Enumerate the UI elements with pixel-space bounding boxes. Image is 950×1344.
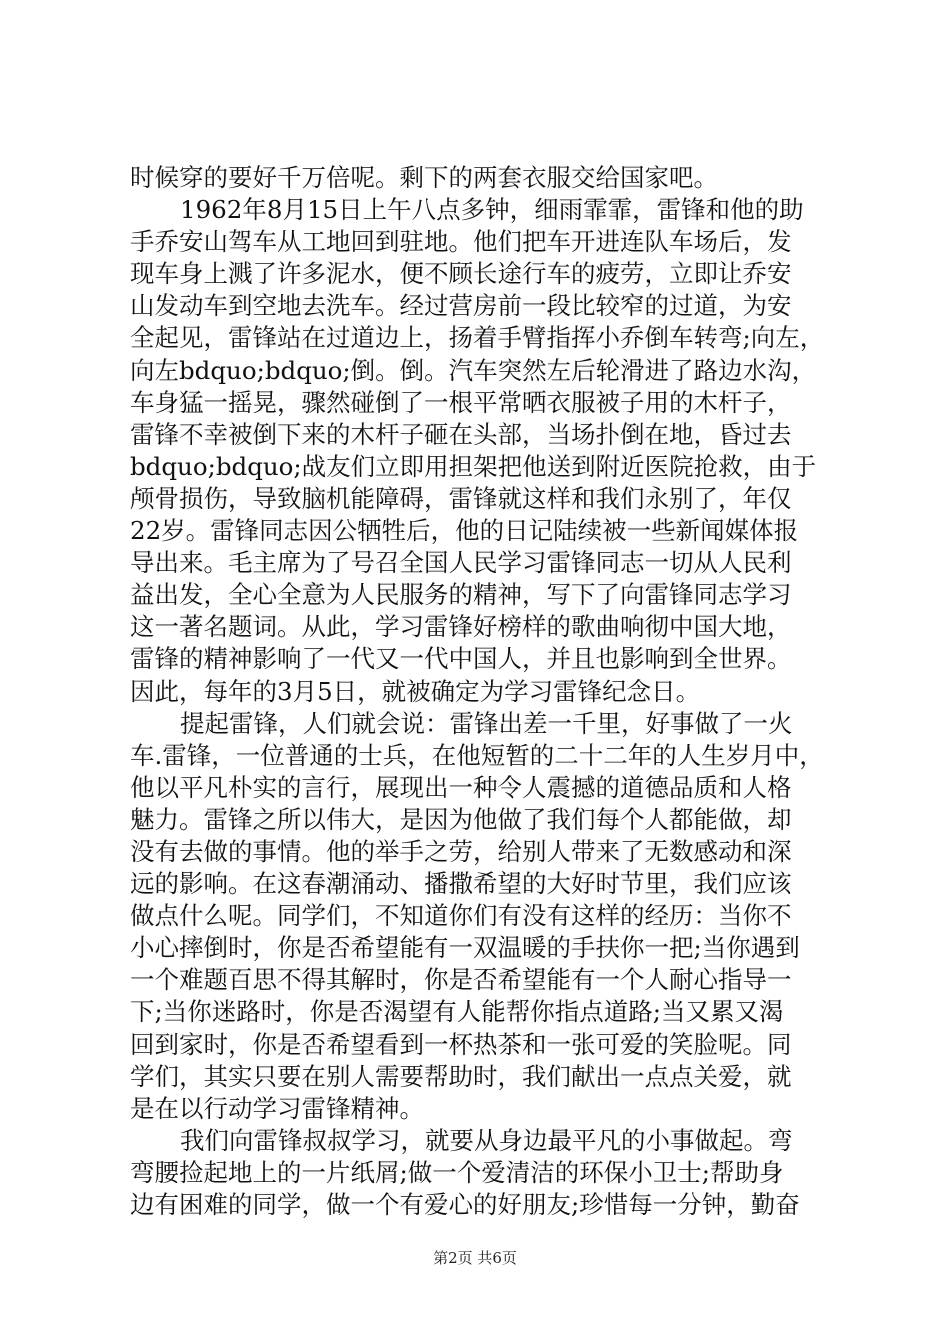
text-line: 全起见，雷锋站在过道边上，扬着手臂指挥小乔倒车转弯;向左， <box>130 323 825 353</box>
text-line: 手乔安山驾车从工地回到驻地。他们把车开进连队车场后，发 <box>130 227 792 257</box>
text-line: 做点什么呢。同学们，不知道你们有没有这样的经历：当你不 <box>130 901 792 931</box>
text-line: 回到家时，你是否希望看到一杯热茶和一张可爱的笑脸呢。同 <box>130 1029 792 1059</box>
text-line: 一个难题百思不得其解时，你是否希望能有一个人耐心指导一 <box>130 965 792 995</box>
text-line: 车身猛一摇晃，骤然碰倒了一根平常晒衣服被子用的木杆子， <box>130 387 792 417</box>
text-line: 山发动车到空地去洗车。经过营房前一段比较窄的过道，为安 <box>130 291 792 321</box>
text-line: 时候穿的要好千万倍呢。剩下的两套衣服交给国家吧。 <box>130 163 718 192</box>
text-line: 没有去做的事情。他的举手之劳，给别人带来了无数感动和深 <box>130 836 792 866</box>
paragraph-first-line: 1962年8月15日上午八点多钟，细雨霏霏，雷锋和他的助 <box>180 195 804 225</box>
text-line: 益出发，全心全意为人民服务的精神，写下了向雷锋同志学习 <box>130 580 792 610</box>
text-line: 22岁。雷锋同志因公牺牲后，他的日记陆续被一些新闻媒体报 <box>130 516 799 546</box>
text-line: 雷锋的精神影响了一代又一代中国人，并且也影响到全世界。 <box>130 644 792 674</box>
paragraph-first-line: 提起雷锋，人们就会说：雷锋出差一千里，好事做了一火 <box>180 708 793 738</box>
text-line: bdquo;bdquo;战友们立即用担架把他送到附近医院抢救，由于 <box>130 451 817 481</box>
document-body <box>130 162 830 1221</box>
text-line: 他以平凡朴实的言行，展现出一种令人震撼的道德品质和人格 <box>130 772 792 802</box>
text-line: 向左bdquo;bdquo;倒。倒。汽车突然左后轮滑进了路边水沟， <box>130 355 817 385</box>
text-line: 下;当你迷路时，你是否渴望有人能帮你指点道路;当又累又渴 <box>130 997 784 1027</box>
text-line: 雷锋不幸被倒下来的木杆子砸在头部，当场扑倒在地，昏过去 <box>130 419 792 449</box>
text-line: 魅力。雷锋之所以伟大，是因为他做了我们每个人都能做，却 <box>130 804 792 834</box>
text-line: 学们，其实只要在别人需要帮助时，我们献出一点点关爱，就 <box>130 1061 792 1091</box>
paragraph-first-line: 我们向雷锋叔叔学习，就要从身边最平凡的小事做起。弯 <box>180 1125 793 1155</box>
text-line: 导出来。毛主席为了号召全国人民学习雷锋同志一切从人民利 <box>130 548 792 578</box>
text-line: 边有困难的同学，做一个有爱心的好朋友;珍惜每一分钟，勤奋 <box>130 1190 800 1219</box>
text-line: 小心摔倒时，你是否希望能有一双温暖的手扶你一把;当你遇到 <box>130 933 800 963</box>
text-line: 是在以行动学习雷锋精神。 <box>130 1093 424 1123</box>
text-line: 现车身上溅了许多泥水，便不顾长途行车的疲劳，立即让乔安 <box>130 259 792 289</box>
page-footer: 第2页 共6页 <box>433 1249 517 1267</box>
text-line: 这一著名题词。从此，学习雷锋好榜样的歌曲响彻中国大地， <box>130 612 792 642</box>
text-line: 远的影响。在这春潮涌动、播撒希望的大好时节里，我们应该 <box>130 869 792 899</box>
text-line: 车.雷锋，一位普通的士兵，在他短暂的二十二年的人生岁月中， <box>130 740 824 770</box>
text-line: 颅骨损伤，导致脑机能障碍，雷锋就这样和我们永别了，年仅 <box>130 483 792 513</box>
text-line: 因此，每年的3月5日，就被确定为学习雷锋纪念日。 <box>130 676 701 706</box>
text-line: 弯腰捡起地上的一片纸屑;做一个爱清洁的环保小卫士;帮助身 <box>130 1157 784 1187</box>
